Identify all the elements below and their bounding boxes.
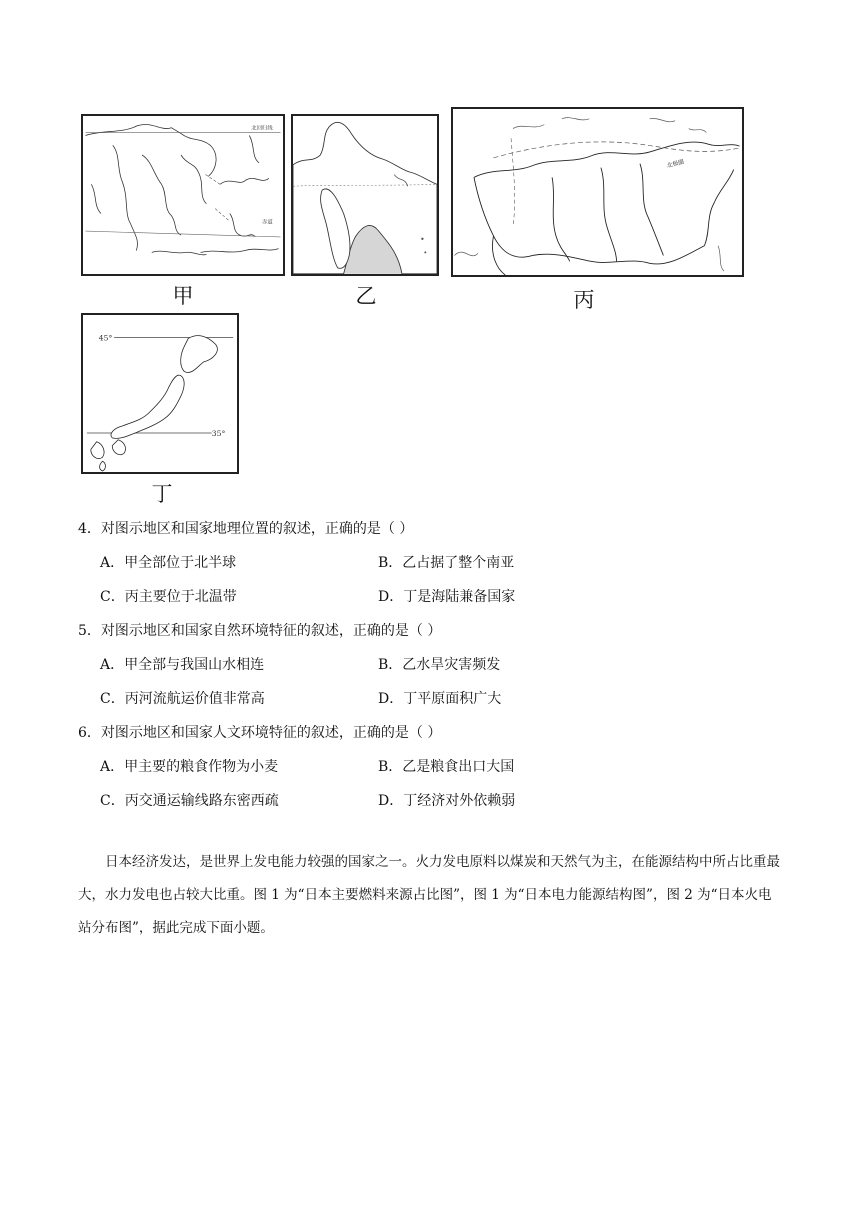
passage-text: 日本经济发达，是世界上发电能力较强的国家之一。火力发电原料以煤炭和天然气为主，在能源结构中所占比重最大，水力发电也占较大比重。图 1 为“日本主要燃料来源占比图”，图 1 为“日本电力能源结构图”，图 2 为“日本火电站分布图”，据此完成下面小题。 (78, 854, 780, 936)
question-5-option-a: A．甲全部与我国山水相连 (100, 657, 265, 673)
map-yi (291, 114, 439, 276)
map-yi-label: 乙 (355, 284, 377, 308)
map-yi-drawing (293, 116, 437, 274)
map-jia-label: 甲 (172, 284, 194, 308)
question-6-option-d: D．丁经济对外依赖弱 (378, 793, 516, 809)
tropic-label: 北回归线 (251, 125, 273, 132)
map-jia (81, 114, 285, 276)
question-4-option-c: C．丙主要位于北温带 (100, 589, 237, 605)
map-jia-drawing (83, 116, 283, 274)
map-bing (451, 107, 744, 277)
arctic-circle-label: 北极圈 (666, 159, 685, 170)
map-ding-drawing (83, 315, 237, 472)
lat-45-label: 45° (98, 333, 113, 343)
arctic-circle-line (494, 142, 740, 158)
question-5-option-d: D．丁平原面积广大 (378, 691, 502, 707)
question-4-option-b: B．乙占据了整个南亚 (378, 555, 515, 571)
question-5-stem: 5．对图示地区和国家自然环境特征的叙述，正确的是（ ） (78, 623, 442, 639)
question-5-option-b: B．乙水旱灾害频发 (378, 657, 501, 673)
lat-35-label: 35° (211, 428, 226, 438)
map-ding (81, 313, 239, 474)
question-6-stem: 6．对图示地区和国家人文环境特征的叙述，正确的是（ ） (78, 725, 442, 741)
question-4-stem: 4．对图示地区和国家地理位置的叙述，正确的是（ ） (78, 521, 414, 537)
equator-line (85, 231, 280, 237)
map-bing-drawing (453, 109, 742, 275)
question-5-option-c: C．丙河流航运价值非常高 (100, 691, 265, 707)
question-4-option-a: A．甲全部位于北半球 (100, 555, 237, 571)
equator-label: 赤道 (262, 219, 273, 226)
question-6-option-a: A．甲主要的粮食作物为小麦 (100, 759, 279, 775)
map-ding-label: 丁 (151, 482, 173, 506)
question-6-option-c: C．丙交通运输线路东密西疏 (100, 793, 279, 809)
map-bing-label: 丙 (573, 288, 595, 312)
question-4-option-d: D．丁是海陆兼备国家 (378, 589, 516, 605)
question-6-option-b: B．乙是粮食出口大国 (378, 759, 515, 775)
